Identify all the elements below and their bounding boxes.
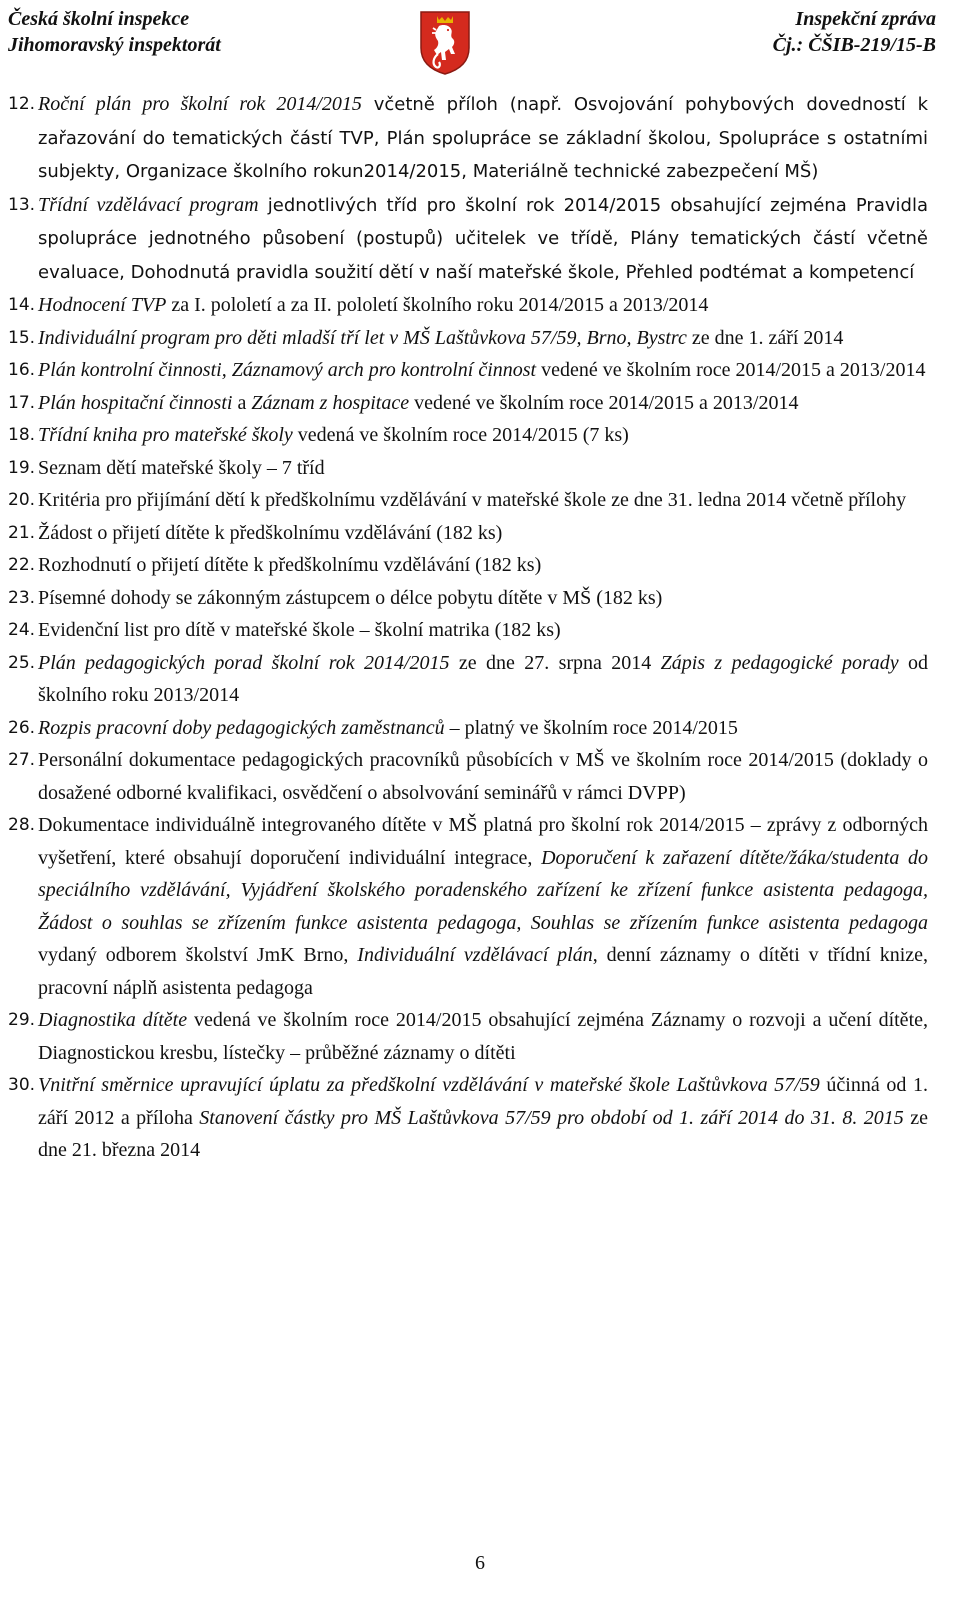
item-text: vedená ve školním roce 2014/2015 obsahující zejména Záznamy o rozvoji a učení dítěte, Diagnostickou kresbu, lístečky – průběžné záznamy o dítěti: [38, 1009, 928, 1064]
item-number: 17.: [8, 392, 36, 413]
item-number: 12.: [8, 94, 36, 114]
item-text: vedené ve školním roce 2014/2015 a 2013/2014: [536, 359, 926, 381]
item-text: ze dne 27. srpna 2014: [449, 651, 661, 674]
item-number: 30.: [8, 1075, 36, 1095]
item-number: 21.: [8, 522, 36, 543]
header-left: [8, 6, 221, 58]
item-number: 16.: [8, 360, 36, 380]
item-text: – platný ve školním roce 2014/2015: [444, 716, 738, 739]
item-document-title: Doporučení k zařazení dítěte/žáka/studenta do speciálního vzdělávání, Vyjádření školského poradenského zařízení ke zřízení funkce asistenta pedagoga, Žádost o souhlas se zřízením funkce asistenta pedagoga, Souhlas se zřízením funkce asistenta pedagoga: [38, 846, 929, 934]
item-number: 13.: [8, 194, 36, 215]
item-text: ze dne 1. září 2014: [686, 326, 844, 349]
list-item: [8, 452, 928, 485]
item-text: Dokumentace individuálně integrovaného dítěte v MŠ platná pro školní rok 2014/2015 – zprávy z odborných vyšetření, které obsahují doporučení individuální integrace,: [38, 814, 928, 869]
item-document-title: Individuální vzdělávací plán: [357, 944, 593, 966]
item-document-title: Třídní vzdělávací program: [38, 193, 259, 216]
item-text: Seznam dětí mateřské školy – 7 tříd: [38, 456, 325, 479]
item-number: 26.: [8, 717, 36, 738]
item-text: vedené ve školním roce 2014/2015 a 2013/2014: [409, 391, 799, 414]
item-text: Personální dokumentace pedagogických pracovníků působících v MŠ ve školním roce 2014/2015 (doklady o dosažené odborné kvalifikaci, osvědčení o absolvování seminářů v rámci DVPP): [38, 749, 928, 804]
item-document-title: Třídní kniha pro mateřské školy: [38, 424, 293, 446]
item-document-title: Stanovení částky pro MŠ Laštůvkova 57/59 pro období od 1. září 2014 do 31. 8. 2015: [199, 1106, 904, 1129]
item-text: Rozhodnutí o přijetí dítěte k předškolnímu vzdělávání (182 ks): [38, 554, 542, 576]
header-org: Česká školní inspekce: [8, 8, 190, 30]
item-number: 27.: [8, 750, 36, 770]
item-document-title: Roční plán pro školní rok 2014/2015: [38, 93, 362, 115]
list-item: [8, 189, 928, 290]
item-document-title: Plán pedagogických porad školní rok 2014/2015: [38, 651, 450, 674]
item-number: 24.: [8, 620, 36, 640]
item-number: 14.: [8, 295, 36, 315]
page-number: 6: [475, 1552, 485, 1574]
item-document-title: Vnitřní směrnice upravující úplatu za předškolní vzdělávání v mateřské škole Laštůvkova 57/59: [38, 1074, 820, 1096]
list-item: [8, 809, 928, 1004]
item-text: Žádost o přijetí dítěte k předškolnímu vzdělávání (182 ks): [38, 521, 503, 544]
header-right: [773, 6, 936, 58]
list-item: [8, 647, 928, 712]
list-item: [8, 582, 928, 615]
item-document-title: Individuální program pro děti mladší tří let v MŠ Laštůvkova 57/59, Brno, Bystrc: [38, 326, 687, 349]
item-text: a: [232, 391, 252, 414]
item-document-title: Plán kontrolní činnosti, Záznamový arch pro kontrolní činnost: [38, 359, 537, 381]
document-list: [8, 88, 928, 1167]
item-number: 29.: [8, 1010, 36, 1030]
item-text: jednotlivých tříd pro školní rok 2014/2015 obsahující zejména Pravidla spolupráce jednotného působení (postupů) učitelek ve třídě, Plány tematických částí včetně evaluace, Dohodnutá pravidla soužití dětí v naší mateřské škole, Přehled podtémat a kompetencí: [38, 194, 928, 283]
item-text: včetně příloh (např. Osvojování pohybových dovedností k zařazování do tematických částí TVP, Plán spolupráce se základní školou, Spolupráce s ostatními subjekty, Organizace školního rokun2014/2015, Materiálně technické zabezpečení MŠ): [38, 94, 928, 182]
list-item: [8, 322, 928, 355]
list-item: [8, 1004, 928, 1069]
item-number: 15.: [8, 327, 36, 348]
item-number: 28.: [8, 815, 36, 835]
list-item: [8, 517, 928, 550]
item-document-title: Zápis z pedagogické porady: [660, 651, 899, 674]
list-item: [8, 712, 928, 745]
item-text: vedená ve školním roce 2014/2015 (7 ks): [292, 424, 629, 446]
item-document-title: Hodnocení TVP: [38, 294, 167, 316]
header-inspectorate: Jihomoravský inspektorát: [8, 34, 221, 56]
list-item: [8, 387, 928, 420]
item-text: od školního roku 2013/2014: [38, 651, 929, 706]
item-number: 23.: [8, 587, 36, 608]
item-document-title: Plán hospitační činnosti: [38, 391, 233, 414]
list-item: [8, 484, 928, 517]
item-text: , denní záznamy o dítěti v třídní knize, pracovní náplň asistenta pedagoga: [38, 944, 929, 999]
list-item: [8, 1069, 928, 1167]
item-number: 25.: [8, 652, 36, 673]
list-item: [8, 614, 928, 647]
item-document-title: Záznam z hospitace: [251, 391, 410, 414]
item-number: 19.: [8, 457, 36, 478]
item-document-title: Rozpis pracovní doby pedagogických zaměstnanců: [38, 716, 445, 739]
czech-lion-crest-icon: [419, 10, 471, 76]
item-text: vydaný odborem školství JmK Brno,: [38, 944, 358, 966]
item-text: za I. pololetí a za II. pololetí školního roku 2014/2015 a 2013/2014: [166, 294, 709, 316]
list-item: [8, 549, 928, 582]
item-document-title: Diagnostika dítěte: [38, 1009, 188, 1031]
item-text: ze dne 21. března 2014: [38, 1106, 928, 1161]
item-number: 20.: [8, 490, 36, 510]
item-text: Evidenční list pro dítě v mateřské škole – školní matrika (182 ks): [38, 619, 561, 641]
item-number: 18.: [8, 425, 36, 445]
item-text: Písemné dohody se zákonným zástupcem o délce pobytu dítěte v MŠ (182 ks): [38, 586, 663, 609]
page-header: [0, 6, 960, 78]
list-item: [8, 419, 928, 452]
header-reference-number: Čj.: ČŠIB-219/15-B: [772, 34, 936, 56]
list-item: [8, 88, 928, 189]
item-number: 22.: [8, 555, 36, 575]
item-text: účinná od 1. září 2012 a příloha: [38, 1074, 929, 1129]
list-item: [8, 744, 928, 809]
list-item: [8, 354, 928, 387]
header-report-title: Inspekční zpráva: [795, 8, 936, 30]
list-item: [8, 289, 928, 322]
item-text: Kritéria pro přijímání dětí k předškolnímu vzdělávání v mateřské škole ze dne 31. ledna 2014 včetně přílohy: [38, 489, 907, 511]
